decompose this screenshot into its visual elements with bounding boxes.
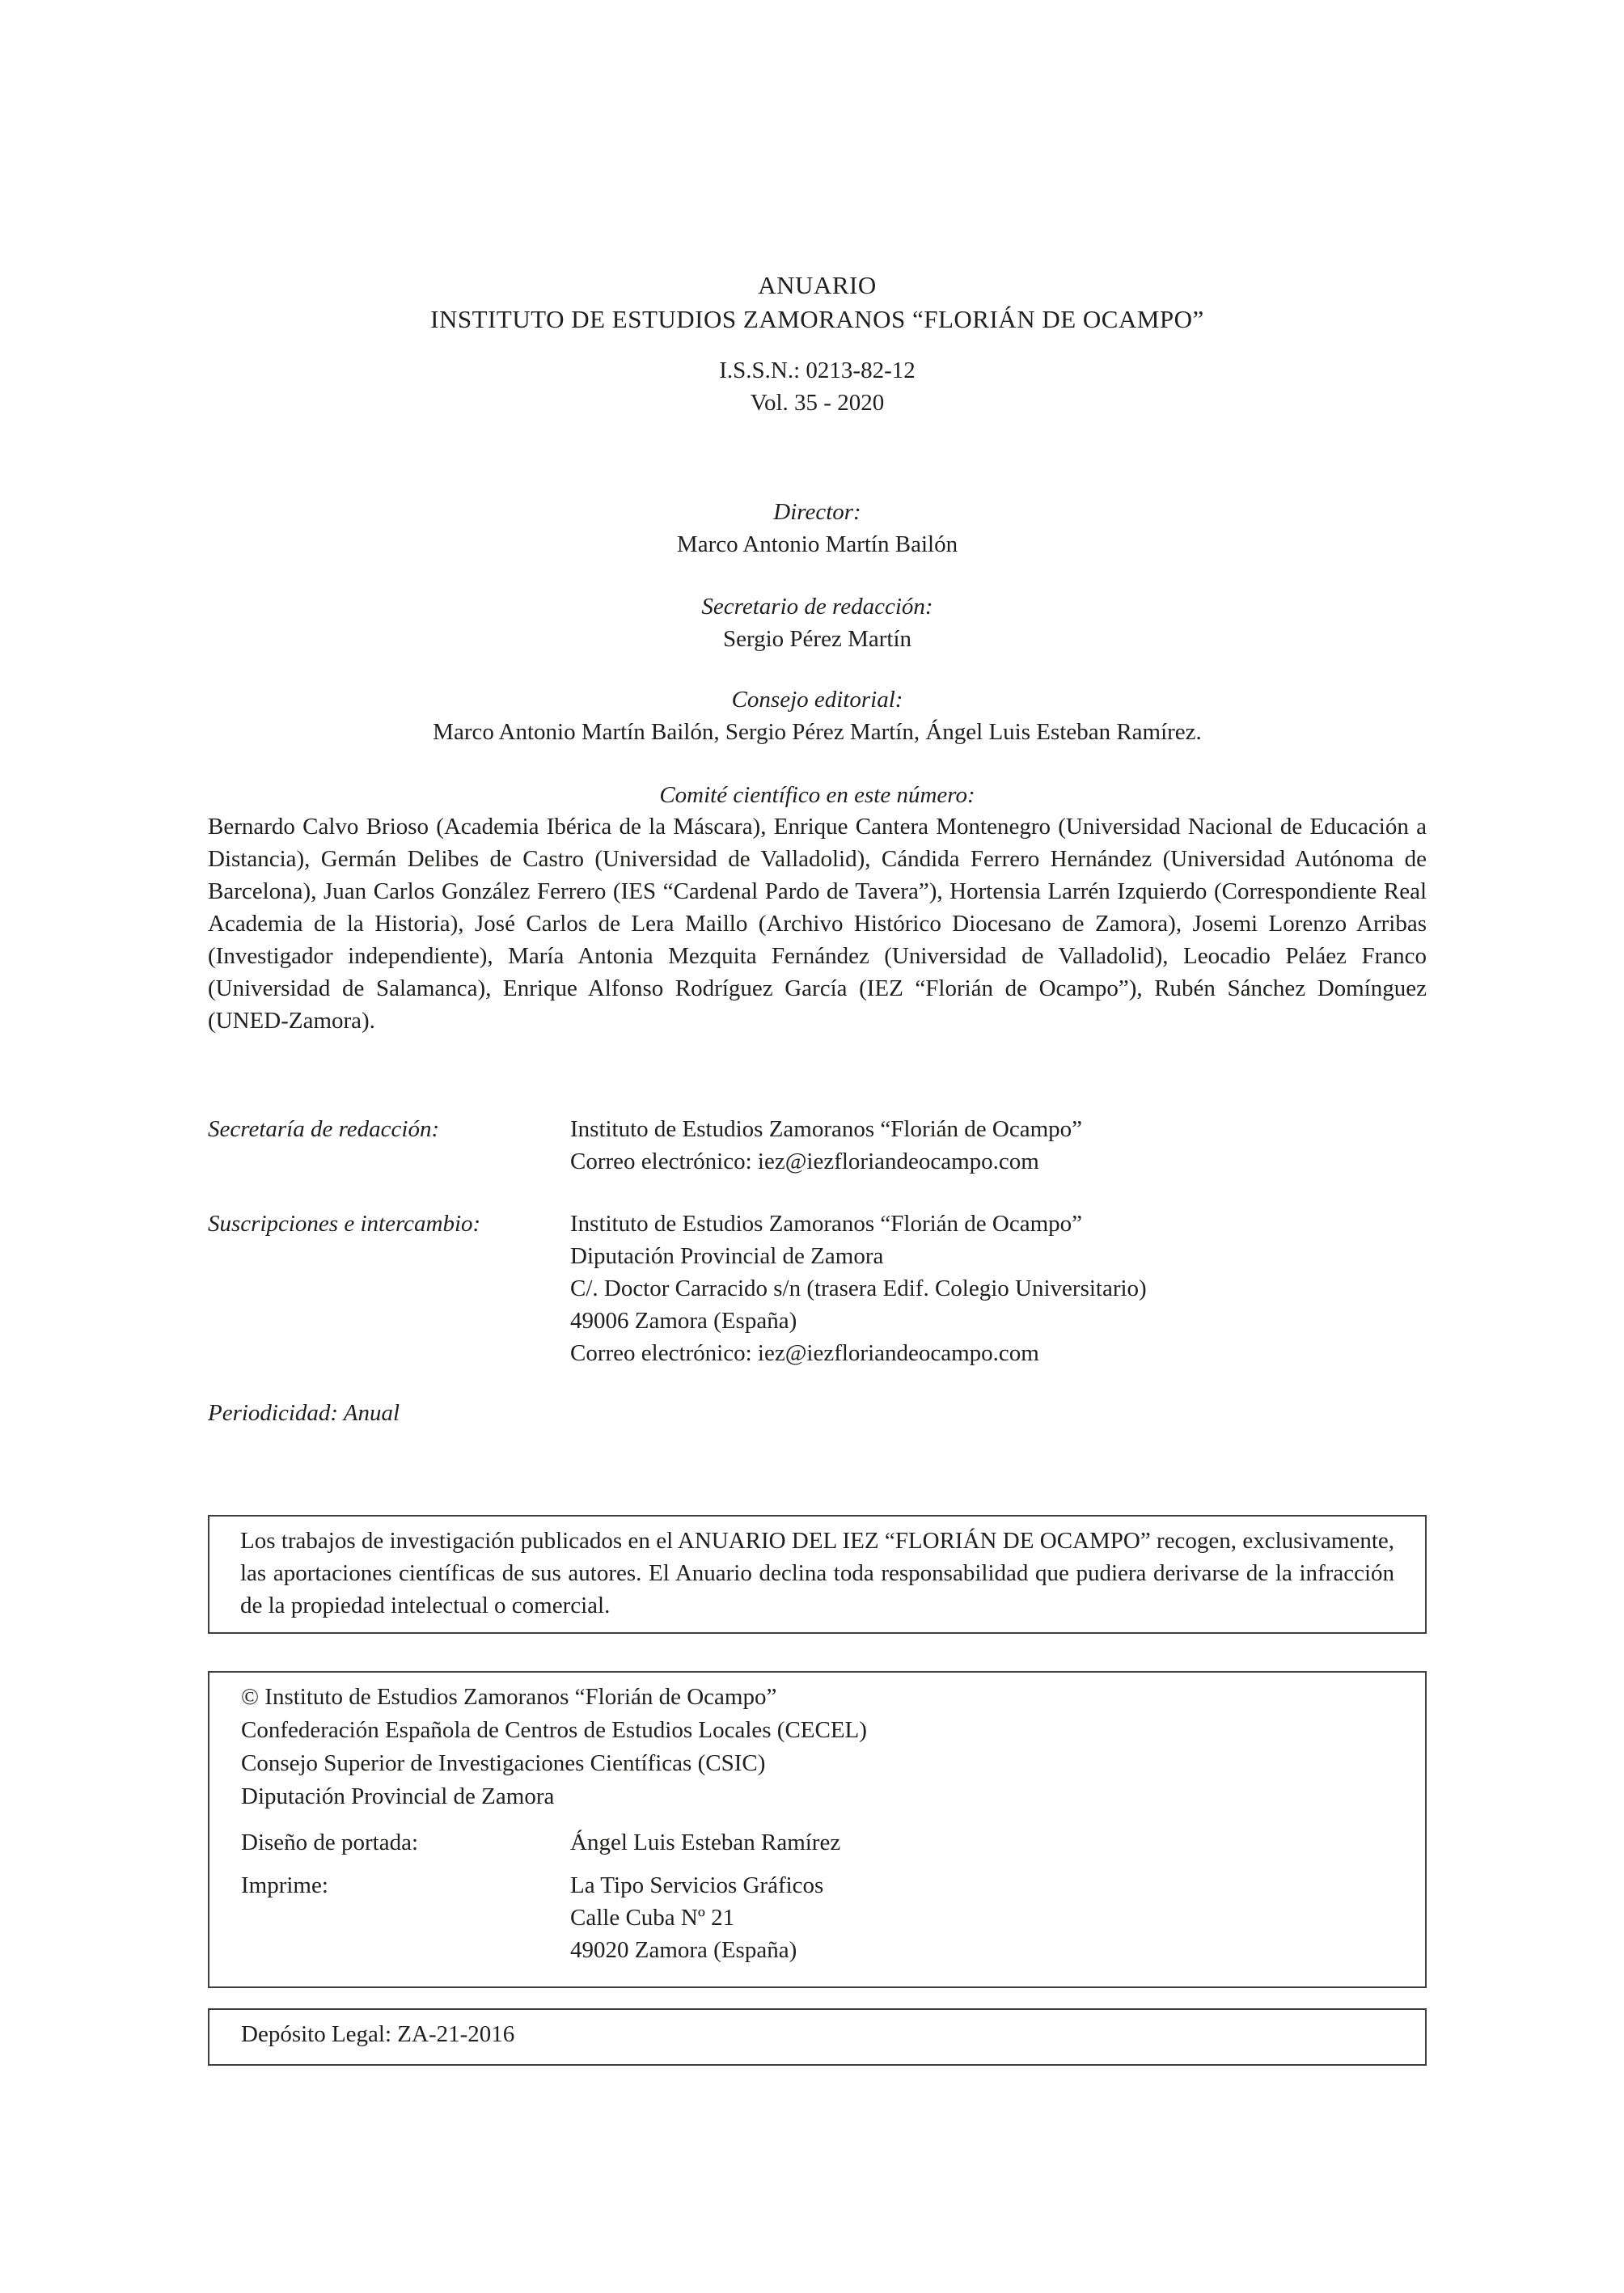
page-content-column <box>208 0 1427 2293</box>
masthead-title <box>208 269 1427 336</box>
consejo-heading: Consejo editorial: <box>731 687 903 713</box>
credits-box <box>208 1671 1427 1988</box>
copyright-line: © Instituto de Estudios Zamoranos “Florián de Ocampo” <box>241 1684 777 1710</box>
director-heading: Director: <box>773 499 861 525</box>
issn-line: I.S.S.N.: 0213-82-12 <box>719 357 916 383</box>
suscripciones-city: 49006 Zamora (España) <box>570 1308 797 1334</box>
volume-line: Vol. 35 - 2020 <box>750 390 885 416</box>
secretaria-value <box>570 1113 1082 1178</box>
consejo-names: Marco Antonio Martín Bailón, Sergio Pérez Martín, Ángel Luis Esteban Ramírez. <box>433 719 1202 745</box>
suscripciones-email: Correo electrónico: iez@iezfloriandeocampo.com <box>570 1340 1039 1366</box>
section-secretario <box>208 590 1427 655</box>
secretaria-label: Secretaría de redacción: <box>208 1116 440 1142</box>
csic-line: Consejo Superior de Investigaciones Científicas (CSIC) <box>241 1750 766 1776</box>
cover-design-row <box>241 1826 1394 1859</box>
printer-city: 49020 Zamora (España) <box>570 1937 797 1963</box>
masthead-meta <box>208 354 1427 419</box>
diputacion-line: Diputación Provincial de Zamora <box>241 1783 555 1809</box>
committee-heading: Comité científico en este número: <box>659 782 975 808</box>
secretaria-email: Correo electrónico: iez@iezfloriandeocampo.com <box>570 1149 1039 1174</box>
secretario-heading: Secretario de redacción: <box>701 594 933 620</box>
legal-deposit-box: Depósito Legal: ZA-21-2016 <box>208 2008 1427 2066</box>
cecel-line: Confederación Española de Centros de Estudios Locales (CECEL) <box>241 1717 867 1743</box>
cover-design-label: Diseño de portada: <box>241 1830 419 1855</box>
section-director <box>208 496 1427 561</box>
periodicity-line: Periodicidad: Anual <box>208 1400 400 1426</box>
suscripciones-value <box>570 1208 1147 1369</box>
suscripciones-institute: Instituto de Estudios Zamoranos “Florián de Ocampo” <box>570 1211 1083 1237</box>
director-name: Marco Antonio Martín Bailón <box>676 531 958 557</box>
suscripciones-diputacion: Diputación Provincial de Zamora <box>570 1243 884 1269</box>
cover-design-value: Ángel Luis Esteban Ramírez <box>570 1830 841 1855</box>
suscripciones-label: Suscripciones e intercambio: <box>208 1211 481 1237</box>
committee-members-paragraph: Bernardo Calvo Brioso (Academia Ibérica de la Máscara), Enrique Cantera Montenegro (Universidad Nacional de Educación a Distancia), Germán Delibes de Castro (Universidad de Valladolid), Cándida Ferrero Hernández (Universidad Autónoma de Barcelona), Juan Carlos González Ferrero (IES “Cardenal Pardo de Tavera”), Hortensia Larrén Izquierdo (Correspondiente Real Academia de la Historia), José Carlos de Lera Maillo (Archivo Histórico Diocesano de Zamora), Josemi Lorenzo Arribas (Investigador independiente), María Antonia Mezquita Fernández (Universidad de Valladolid), Leocadio Peláez Franco (Universidad de Salamanca), Enrique Alfonso Rodríguez García (IEZ “Florián de Ocampo”), Rubén Sánchez Domínguez (UNED-Zamora). <box>208 814 1427 1034</box>
printer-name: La Tipo Servicios Gráficos <box>570 1872 824 1898</box>
printer-row <box>241 1869 1394 1966</box>
printer-label: Imprime: <box>241 1872 328 1898</box>
printer-street: Calle Cuba Nº 21 <box>570 1905 735 1931</box>
suscripciones-address: C/. Doctor Carracido s/n (trasera Edif. Colegio Universitario) <box>570 1276 1147 1301</box>
journal-name: ANUARIO <box>758 271 877 299</box>
institute-name: INSTITUTO DE ESTUDIOS ZAMORANOS “FLORIÁN DE OCAMPO” <box>430 305 1204 333</box>
printer-value <box>570 1869 1394 1966</box>
disclaimer-box: Los trabajos de investigación publicados en el ANUARIO DEL IEZ “FLORIÁN DE OCAMPO” recogen, exclusivamente, las aportaciones científicas de sus autores. El Anuario declina toda responsabilidad que pudiera derivarse de la infracción de la propiedad intelectual o comercial. <box>208 1515 1427 1634</box>
section-consejo-editorial <box>208 683 1427 748</box>
secretaria-institute: Instituto de Estudios Zamoranos “Florián de Ocampo” <box>570 1116 1083 1142</box>
secretario-name: Sergio Pérez Martín <box>722 626 912 652</box>
